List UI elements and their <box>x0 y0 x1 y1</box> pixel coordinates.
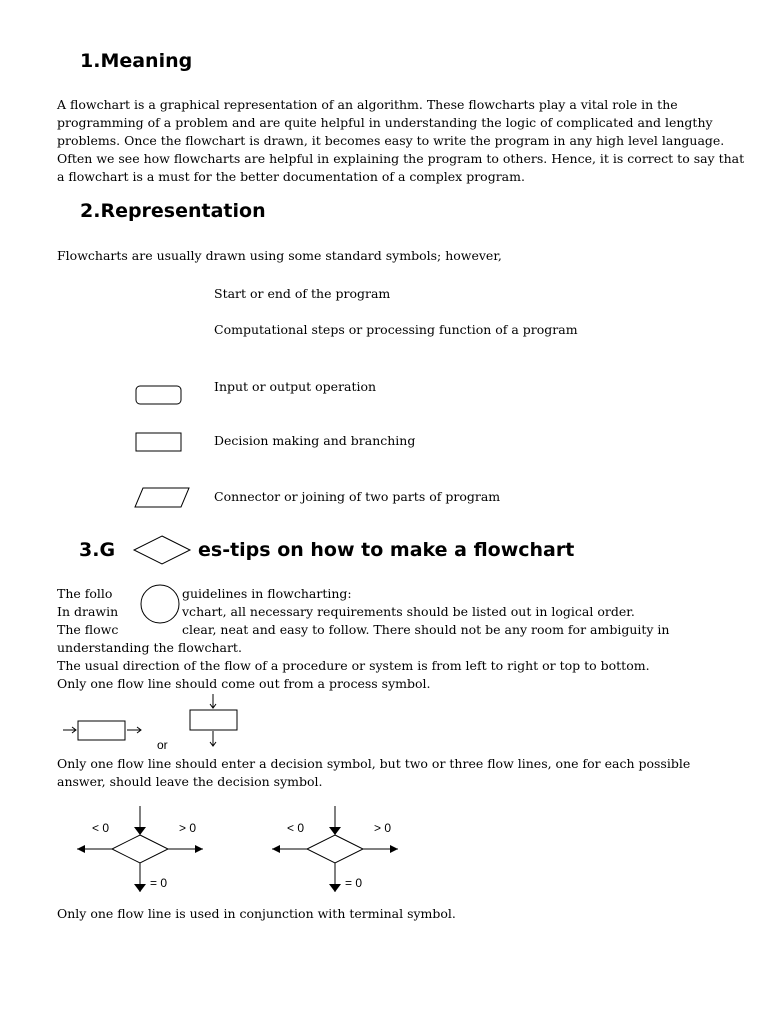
symbol-desc-decision: Decision making and branching <box>214 433 416 448</box>
representation-heading: 2.Representation <box>80 200 266 222</box>
guidelines-line: The usual direction of the flow of a procedure or system is from left to right or top to bottom. <box>57 658 650 673</box>
decision-left-eq-label: = 0 <box>150 876 168 890</box>
guidelines-line-3-left: The flowc <box>57 622 119 637</box>
guidelines-line-2-left: In drawin <box>57 604 119 619</box>
symbol-desc-connector: Connector or joining of two parts of program <box>214 489 501 504</box>
meaning-line: a flowchart is a must for the better documentation of a complex program. <box>57 169 525 184</box>
symbol-desc-terminal: Start or end of the program <box>214 286 391 301</box>
guidelines-line-1-left: The follo <box>57 586 113 601</box>
decision-right-lt-label: < 0 <box>287 821 305 835</box>
guidelines-line-1-right: guidelines in flowcharting: <box>182 586 352 601</box>
guidelines-line-3-right: clear, neat and easy to follow. There should not be any room for ambiguity in <box>182 622 670 637</box>
guidelines-heading-left: 3.G <box>79 539 116 561</box>
decision-right-gt-label: > 0 <box>374 821 392 835</box>
or-label: or <box>157 738 168 752</box>
guidelines-heading-right: es-tips on how to make a flowchart <box>198 539 575 561</box>
guidelines-line: understanding the flowchart. <box>57 640 242 655</box>
decision-line: Only one flow line should enter a decision symbol, but two or three flow lines, one for each possible <box>57 756 691 771</box>
guidelines-line-2-right: vchart, all necessary requirements should be listed out in logical order. <box>182 604 635 619</box>
decision-left-gt-label: > 0 <box>179 821 197 835</box>
symbol-desc-io: Input or output operation <box>214 379 377 394</box>
meaning-line: programming of a problem and are quite helpful in understanding the logic of complicated and lengthy <box>57 115 713 130</box>
decision-line: answer, should leave the decision symbol. <box>57 774 323 789</box>
meaning-line: problems. Once the flowchart is drawn, it becomes easy to write the program in any high level language. <box>57 133 725 148</box>
meaning-line: A flowchart is a graphical representation of an algorithm. These flowcharts play a vital role in the <box>57 97 678 112</box>
decision-right-eq-label: = 0 <box>345 876 363 890</box>
terminal-line: Only one flow line is used in conjunction with terminal symbol. <box>57 906 456 921</box>
representation-intro: Flowcharts are usually drawn using some standard symbols; however, <box>57 248 502 263</box>
meaning-heading: 1.Meaning <box>80 50 193 72</box>
decision-left-lt-label: < 0 <box>92 821 110 835</box>
symbol-desc-process: Computational steps or processing function of a program <box>214 322 578 337</box>
guidelines-line: Only one flow line should come out from a process symbol. <box>57 676 431 691</box>
meaning-line: Often we see how flowcharts are helpful in explaining the program to others. Hence, it is correct to say that <box>57 151 745 166</box>
